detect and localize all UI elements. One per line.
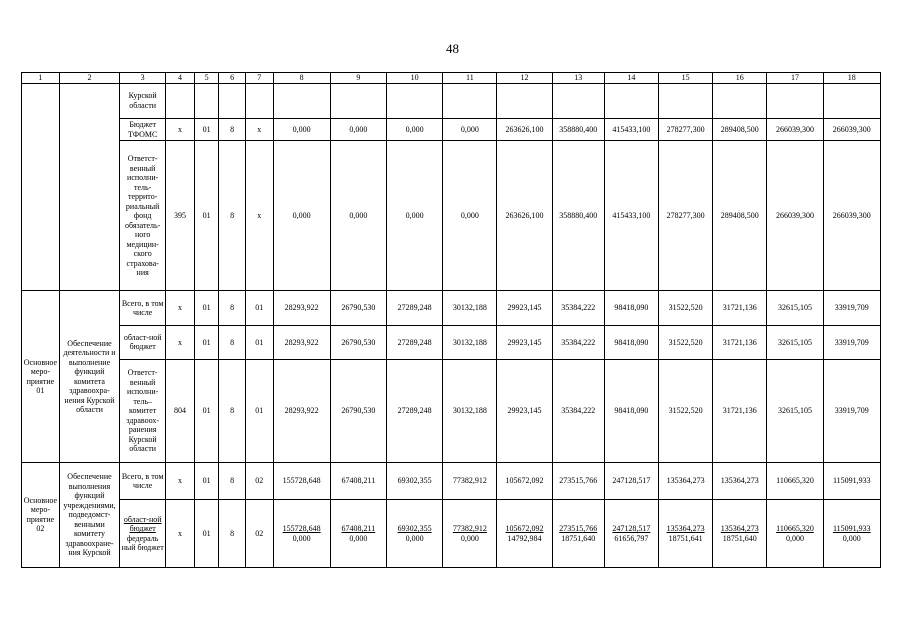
code-cell: х	[166, 500, 195, 568]
amount-cell: 28293,922	[273, 360, 330, 463]
amount-federal: 0,000	[405, 533, 424, 543]
funding-source-regional: област-ной бюджет	[123, 514, 162, 534]
code-cell	[219, 83, 246, 118]
amount-cell: 67408,211	[330, 462, 386, 499]
amount-regional: 77382,912	[452, 524, 487, 534]
amount-cell	[330, 83, 386, 118]
code-cell: 8	[219, 141, 246, 291]
amount-cell: 115091,933	[823, 462, 880, 499]
amount-cell: 26790,530	[330, 291, 386, 325]
amount-cell: 135364,273	[658, 462, 712, 499]
amount-cell	[658, 500, 712, 568]
code-cell: 01	[194, 500, 219, 568]
amount-regional: 155728,648	[282, 524, 321, 534]
measure-name-cell: Основное меро-приятие 01	[22, 291, 60, 463]
table-row	[22, 291, 881, 325]
column-number-cell: 16	[713, 73, 767, 84]
amount-cell: 358880,400	[552, 118, 604, 140]
amount-cell: 273515,766	[552, 462, 604, 499]
amount-cell: 110665,320	[767, 462, 823, 499]
amount-cell: 35384,222	[552, 291, 604, 325]
amount-federal: 0,000	[842, 533, 861, 543]
funding-source-cell	[120, 500, 166, 568]
code-cell: 395	[166, 141, 195, 291]
column-number-cell: 10	[387, 73, 443, 84]
amount-cell: 29923,145	[497, 360, 552, 463]
amount-cell	[713, 500, 767, 568]
amount-regional: 135364,273	[666, 524, 705, 534]
column-number-cell: 15	[658, 73, 712, 84]
amount-federal: 18751,640	[561, 533, 596, 543]
table-row	[22, 325, 881, 359]
amount-cell	[330, 500, 386, 568]
amount-cell: 30132,188	[443, 291, 497, 325]
amount-cell: 278277,300	[658, 141, 712, 291]
code-cell: 8	[219, 360, 246, 463]
funding-source-cell: Ответст-венный исполни-тель-террито-риальный фонд обязатель-ного медицин-ского страхова-ния	[120, 141, 166, 291]
table-row	[22, 500, 881, 568]
amount-federal: 0,000	[349, 533, 368, 543]
amount-cell: 263626,100	[497, 118, 552, 140]
code-cell: 01	[194, 118, 219, 140]
code-cell: 01	[245, 360, 273, 463]
amount-cell: 278277,300	[658, 118, 712, 140]
amount-cell: 26790,530	[330, 325, 386, 359]
amount-cell: 0,000	[387, 141, 443, 291]
code-cell: 8	[219, 118, 246, 140]
code-cell: 01	[245, 325, 273, 359]
code-cell: х	[166, 325, 195, 359]
code-cell: 02	[245, 500, 273, 568]
code-cell	[194, 83, 219, 118]
column-number-cell: 1	[22, 73, 60, 84]
code-cell: 01	[194, 462, 219, 499]
code-cell: 8	[219, 291, 246, 325]
amount-regional: 273515,766	[559, 524, 598, 534]
column-number-cell: 12	[497, 73, 552, 84]
amount-cell	[767, 83, 823, 118]
column-number-row	[22, 73, 881, 84]
amount-cell: 33919,709	[823, 291, 880, 325]
code-cell: х	[245, 141, 273, 291]
amount-cell	[552, 500, 604, 568]
amount-cell	[497, 83, 552, 118]
amount-regional: 110665,320	[776, 524, 814, 534]
amount-cell: 31721,136	[713, 291, 767, 325]
column-number-cell: 11	[443, 73, 497, 84]
amount-federal: 0,000	[785, 533, 804, 543]
amount-cell	[387, 500, 443, 568]
column-number-cell: 13	[552, 73, 604, 84]
amount-cell: 33919,709	[823, 325, 880, 359]
code-cell: 01	[194, 325, 219, 359]
amount-cell: 0,000	[443, 141, 497, 291]
amount-cell: 266039,300	[767, 141, 823, 291]
amount-regional: 115091,933	[832, 524, 871, 534]
amount-cell: 155728,648	[273, 462, 330, 499]
column-number-cell: 8	[273, 73, 330, 84]
amount-cell: 0,000	[387, 118, 443, 140]
code-cell: 01	[245, 291, 273, 325]
amount-cell: 415433,100	[604, 141, 658, 291]
column-number-cell: 9	[330, 73, 386, 84]
page-number: 48	[446, 41, 459, 56]
amount-cell: 247128,517	[604, 462, 658, 499]
amount-cell: 32615,105	[767, 325, 823, 359]
amount-cell: 30132,188	[443, 360, 497, 463]
funding-source-federal: федераль ный бюджет	[121, 533, 164, 553]
amount-cell: 27289,248	[387, 325, 443, 359]
column-number-cell: 17	[767, 73, 823, 84]
code-cell: х	[166, 462, 195, 499]
code-cell: 8	[219, 500, 246, 568]
amount-regional: 69302,355	[397, 524, 432, 534]
amount-cell: 31522,520	[658, 360, 712, 463]
table-row	[22, 118, 881, 140]
amount-cell: 105672,092	[497, 462, 552, 499]
amount-cell: 263626,100	[497, 141, 552, 291]
amount-cell: 31522,520	[658, 291, 712, 325]
blank-cell	[22, 83, 60, 291]
amount-cell: 98418,090	[604, 360, 658, 463]
amount-cell: 69302,355	[387, 462, 443, 499]
amount-cell: 31522,520	[658, 325, 712, 359]
amount-cell: 31721,136	[713, 325, 767, 359]
amount-federal: 18751,641	[668, 533, 703, 543]
amount-cell	[767, 500, 823, 568]
amount-regional: 135364,273	[720, 524, 759, 534]
amount-cell: 289408,500	[713, 141, 767, 291]
table-row	[22, 360, 881, 463]
amount-cell: 26790,530	[330, 360, 386, 463]
funding-source-cell: Ответст-венный исполни-тель–комитет здравоох-ранения Курской области	[120, 360, 166, 463]
code-cell: 804	[166, 360, 195, 463]
amount-cell: 77382,912	[443, 462, 497, 499]
measure-description-cell: Обеспечение выполнения функций учреждениями, подведомст-венными комитету здравоохране-ния Курской	[59, 462, 119, 567]
amount-regional: 67408,211	[341, 524, 376, 534]
amount-regional: 247128,517	[612, 524, 651, 534]
amount-cell	[713, 83, 767, 118]
budget-table	[21, 72, 881, 568]
amount-cell	[387, 83, 443, 118]
amount-federal: 61656,797	[614, 533, 649, 543]
amount-cell: 28293,922	[273, 325, 330, 359]
amount-cell: 289408,500	[713, 118, 767, 140]
amount-federal: 18751,640	[722, 533, 757, 543]
amount-cell: 28293,922	[273, 291, 330, 325]
table-row	[22, 141, 881, 291]
amount-cell	[497, 500, 552, 568]
amount-cell: 32615,105	[767, 291, 823, 325]
amount-cell: 35384,222	[552, 325, 604, 359]
column-number-cell: 18	[823, 73, 880, 84]
amount-cell: 32615,105	[767, 360, 823, 463]
funding-source-cell: област-ной бюджет	[120, 325, 166, 359]
column-number-cell: 7	[245, 73, 273, 84]
code-cell: х	[166, 291, 195, 325]
amount-cell: 29923,145	[497, 291, 552, 325]
column-number-cell: 4	[166, 73, 195, 84]
amount-cell	[823, 83, 880, 118]
amount-cell	[552, 83, 604, 118]
amount-federal: 0,000	[460, 533, 479, 543]
funding-source-cell: Всего, в том числе	[120, 462, 166, 499]
amount-cell	[658, 83, 712, 118]
amount-cell	[604, 83, 658, 118]
amount-cell	[273, 500, 330, 568]
funding-source-cell: Курской области	[120, 83, 166, 118]
amount-cell: 266039,300	[823, 141, 880, 291]
blank-cell	[59, 83, 119, 291]
code-cell: 01	[194, 291, 219, 325]
amount-cell: 98418,090	[604, 325, 658, 359]
amount-cell: 0,000	[273, 141, 330, 291]
funding-source-cell: Всего, в том числе	[120, 291, 166, 325]
amount-cell: 98418,090	[604, 291, 658, 325]
amount-cell: 358880,400	[552, 141, 604, 291]
funding-source-cell: Бюджет ТФОМС	[120, 118, 166, 140]
column-number-cell: 6	[219, 73, 246, 84]
amount-cell: 0,000	[273, 118, 330, 140]
amount-cell: 35384,222	[552, 360, 604, 463]
amount-cell: 135364,273	[713, 462, 767, 499]
code-cell	[245, 83, 273, 118]
measure-description-cell: Обеспечение деятельности и выполнение функций комитета здравоохра-нения Курской области	[59, 291, 119, 463]
amount-cell	[273, 83, 330, 118]
column-number-cell: 3	[120, 73, 166, 84]
amount-cell: 0,000	[330, 118, 386, 140]
table-row	[22, 462, 881, 499]
code-cell: 02	[245, 462, 273, 499]
amount-cell: 0,000	[330, 141, 386, 291]
amount-cell	[604, 500, 658, 568]
amount-cell: 30132,188	[443, 325, 497, 359]
amount-cell: 27289,248	[387, 291, 443, 325]
amount-cell: 266039,300	[823, 118, 880, 140]
code-cell: х	[245, 118, 273, 140]
column-number-cell: 14	[604, 73, 658, 84]
amount-cell: 27289,248	[387, 360, 443, 463]
amount-federal: 0,000	[292, 533, 311, 543]
measure-name-cell: Основное меро-приятие 02	[22, 462, 60, 567]
amount-cell: 415433,100	[604, 118, 658, 140]
column-number-cell: 2	[59, 73, 119, 84]
code-cell: 01	[194, 141, 219, 291]
amount-cell: 29923,145	[497, 325, 552, 359]
amount-cell: 0,000	[443, 118, 497, 140]
amount-federal: 14792,984	[507, 533, 542, 543]
column-number-cell: 5	[194, 73, 219, 84]
code-cell	[166, 83, 195, 118]
code-cell: х	[166, 118, 195, 140]
table-row	[22, 83, 881, 118]
amount-cell: 31721,136	[713, 360, 767, 463]
amount-cell	[823, 500, 880, 568]
amount-cell	[443, 83, 497, 118]
amount-regional: 105672,092	[505, 524, 544, 534]
code-cell: 01	[194, 360, 219, 463]
amount-cell: 266039,300	[767, 118, 823, 140]
amount-cell: 33919,709	[823, 360, 880, 463]
code-cell: 8	[219, 325, 246, 359]
code-cell: 8	[219, 462, 246, 499]
amount-cell	[443, 500, 497, 568]
